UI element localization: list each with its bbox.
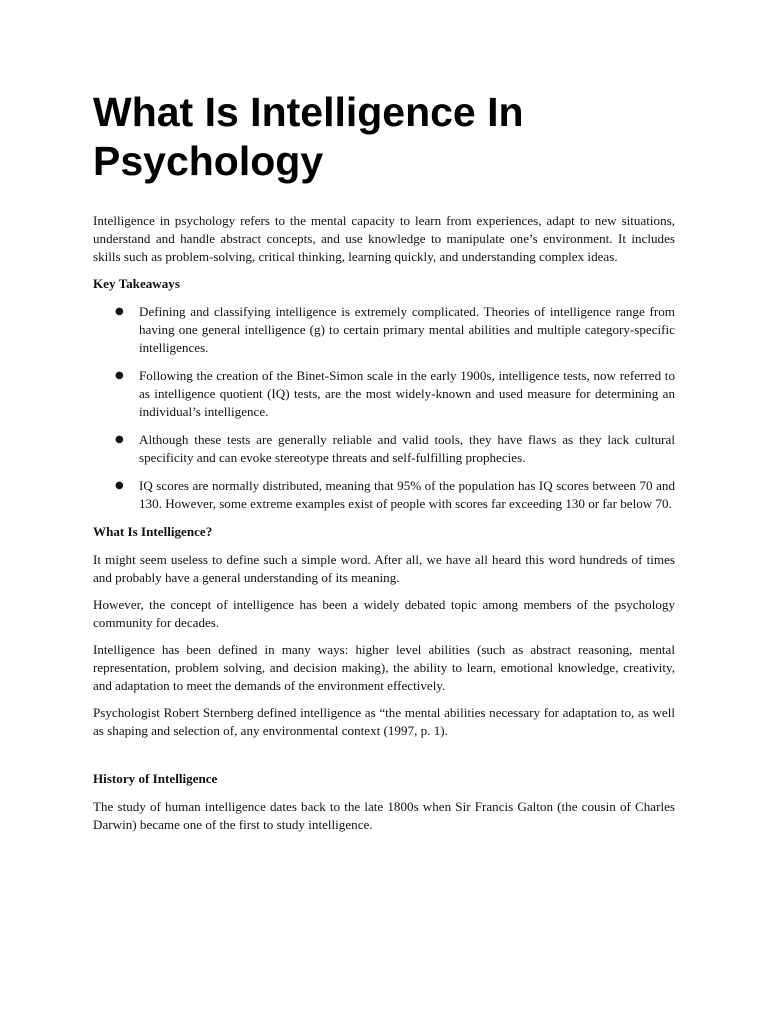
body-paragraph: Psychologist Robert Sternberg defined intelligence as “the mental abilities necessary for adaptation to, as well as shaping and selection of, any environmental context (1997, p. 1). (93, 705, 675, 738)
key-takeaways-heading: Key Takeaways (93, 276, 180, 291)
list-item-text: IQ scores are normally distributed, meaning that 95% of the population has IQ scores between 70 and 130. However, some extreme examples exist of people with scores far exceeding 130 or far below 70. (139, 478, 675, 511)
body-paragraph: However, the concept of intelligence has been a widely debated topic among members of the psychology community for decades. (93, 597, 675, 630)
bullet-icon: ● (115, 306, 124, 317)
list-item (93, 477, 675, 513)
bullet-icon: ● (115, 480, 124, 491)
list-item (93, 431, 675, 467)
key-takeaways-list (93, 303, 675, 513)
body-paragraph: It might seem useless to define such a simple word. After all, we have all heard this word hundreds of times and probably have a general understanding of its meaning. (93, 552, 675, 585)
history-heading: History of Intelligence (93, 771, 218, 786)
list-item-text: Defining and classifying intelligence is extremely complicated. Theories of intelligence range from having one general intelligence (g) to certain primary mental abilities and multiple category-specific intelligences. (139, 304, 675, 355)
bullet-icon: ● (115, 370, 124, 381)
list-item (93, 367, 675, 421)
what-is-intelligence-heading: What Is Intelligence? (93, 524, 213, 539)
list-item-text: Although these tests are generally reliable and valid tools, they have flaws as they lack cultural specificity and can evoke stereotype threats and self-fulfilling prophecies. (139, 432, 675, 465)
page-title: What Is Intelligence In Psychology (93, 89, 524, 184)
body-paragraph: The study of human intelligence dates back to the late 1800s when Sir Francis Galton (the cousin of Charles Darwin) became one of the first to study intelligence. (93, 799, 675, 832)
document-page (93, 88, 675, 843)
bullet-icon: ● (115, 434, 124, 445)
list-item-text: Following the creation of the Binet-Simon scale in the early 1900s, intelligence tests, now referred to as intelligence quotient (IQ) tests, are the most widely-known and used measure for determining an individual’s intelligence. (139, 368, 675, 419)
body-paragraph: Intelligence has been defined in many ways: higher level abilities (such as abstract reasoning, mental representation, problem solving, and decision making), the ability to learn, emotional knowledge, creativity, and adaptation to meet the demands of the environment effectively. (93, 642, 675, 693)
intro-paragraph: Intelligence in psychology refers to the mental capacity to learn from experiences, adapt to new situations, understand and handle abstract concepts, and use knowledge to manipulate one’s environment. It includes skills such as problem-solving, critical thinking, learning quickly, and understanding complex ideas. (93, 213, 675, 264)
list-item (93, 303, 675, 357)
